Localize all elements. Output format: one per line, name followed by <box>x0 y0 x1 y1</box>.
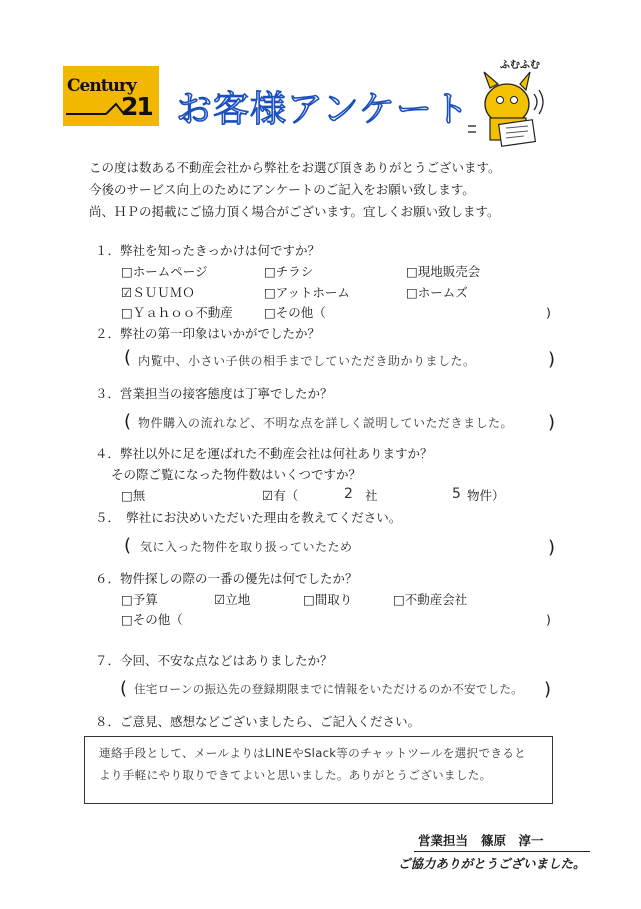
q1-option-homes[interactable]: □ホームズ <box>406 285 468 300</box>
q4-companies-unit: 社 <box>365 488 378 503</box>
q1-option-suumo[interactable]: ☑ＳＵＵＭＯ <box>121 285 195 300</box>
q1-option-homepage[interactable]: □ホームページ <box>121 264 208 279</box>
q2-close-paren: ) <box>548 349 556 370</box>
q1-option-flyer[interactable]: □チラシ <box>264 264 314 279</box>
q4-companies-count[interactable]: 2 <box>344 486 354 502</box>
q6-option-floorplan[interactable]: □間取り <box>303 592 353 607</box>
q3-answer[interactable]: 物件購入の流れなど、不明な点を詳しく説明していただきました。 <box>138 416 514 430</box>
q6-option-budget[interactable]: □予算 <box>121 592 158 607</box>
q7-open-paren: ( <box>120 678 128 699</box>
logo-house-line <box>66 100 126 120</box>
q5-close-paren: ) <box>548 537 556 558</box>
q5-question: ５． 弊社にお決めいただいた理由を教えてください。 <box>95 510 402 525</box>
intro-line-2: 今後のサービス向上のためにアンケートのご記入をお願い致します。 <box>89 182 475 197</box>
q8-question: ８．ご意見、感想などございましたら、ご記入ください。 <box>95 714 421 729</box>
q6-option-other[interactable]: □その他（ <box>121 612 183 627</box>
thanks-message: ご協力ありがとうございました。 <box>398 856 586 871</box>
staff-underline <box>414 851 590 852</box>
q3-open-paren: ( <box>124 411 132 432</box>
q8-answer-line-2: より手軽にやり取りできてよいと思いました。ありがとうございました。 <box>99 768 492 782</box>
q2-answer[interactable]: 内覧中、小さい子供の相手までしていただき助かりました。 <box>138 354 476 368</box>
staff-label: 営業担当 <box>418 833 469 848</box>
mascot-caption: ふむふむ <box>500 60 540 71</box>
q2-question: ２．弊社の第一印象はいかがでしたか？ <box>95 326 321 341</box>
logo-brand: Century <box>67 76 136 96</box>
q4-question-line2: その際ご覧になった物件数はいくつですか？ <box>111 467 362 482</box>
q8-answer-box[interactable] <box>84 736 553 804</box>
q1-other-close-paren: ) <box>546 305 551 320</box>
q6-other-close-paren: ) <box>546 612 551 627</box>
intro-line-1: この度は数ある不動産会社から弊社をお選び頂きありがとうございます。 <box>89 160 501 175</box>
century21-logo <box>63 66 159 126</box>
q5-open-paren: ( <box>124 535 132 556</box>
q3-question: ３．営業担当の接客態度は丁寧でしたか？ <box>95 386 333 401</box>
mascot-illustration <box>462 56 552 148</box>
page-title: お客様アンケート <box>176 89 470 130</box>
q1-option-other[interactable]: □その他（ <box>264 305 326 320</box>
q4-properties-count[interactable]: 5 <box>452 486 462 502</box>
q5-answer[interactable]: 気に入った物件を取り扱っていたため <box>140 540 353 554</box>
q6-question: ６．物件探しの際の一番の優先は何でしたか？ <box>95 571 358 586</box>
intro-line-3: 尚、ＨＰの掲載にご協力頂く場合がございます。宜しくお願い致します。 <box>89 204 500 219</box>
staff-name: 篠原 淳一 <box>481 833 544 848</box>
q1-option-yahoo[interactable]: □Ｙａｈｏｏ不動産 <box>121 305 233 320</box>
q6-option-location[interactable]: ☑立地 <box>214 592 251 607</box>
q2-open-paren: ( <box>124 347 132 368</box>
logo-number: 21 <box>121 92 152 121</box>
q4-question-line1: ４．弊社以外に足を運ばれた不動産会社は何社ありますか？ <box>95 446 433 461</box>
q7-question: ７．今回、不安な点などはありましたか？ <box>95 653 333 668</box>
q4-option-yes[interactable]: ☑有（ <box>262 488 299 503</box>
q7-answer[interactable]: 住宅ローンの振込先の登録期限までに情報をいただけるのか不安でした。 <box>134 682 523 696</box>
q6-option-realestate-company[interactable]: □不動産会社 <box>393 592 468 607</box>
q8-answer-line-1: 連絡手段として、メールよりはLINEやSlack等のチャットツールを選択できると <box>99 746 527 760</box>
q3-close-paren: ) <box>548 412 556 433</box>
q4-properties-unit: 物件） <box>467 488 505 503</box>
q4-option-none[interactable]: □無 <box>121 488 146 503</box>
q1-option-athome[interactable]: □アットホーム <box>264 285 350 300</box>
q7-close-paren: ) <box>544 679 552 700</box>
q1-question: １．弊社を知ったきっかけは何ですか？ <box>95 243 321 258</box>
q1-option-onsite-sale[interactable]: □現地販売会 <box>406 264 481 279</box>
